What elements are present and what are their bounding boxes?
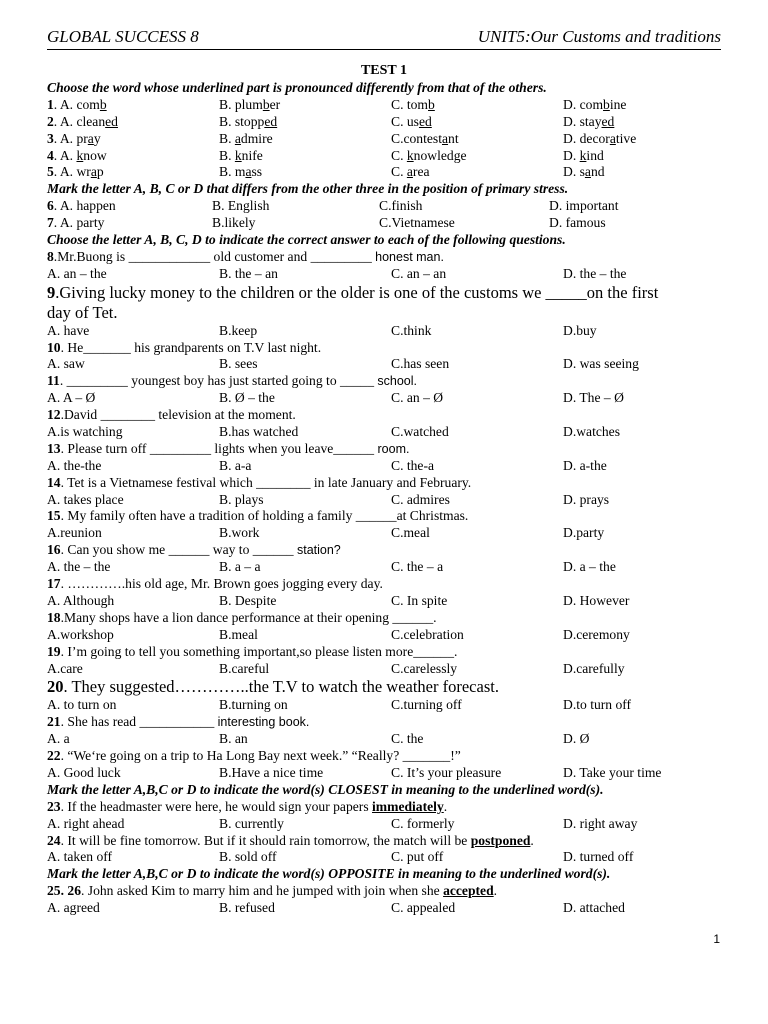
page-header	[47, 27, 721, 50]
option-c: C. tomb	[391, 96, 435, 112]
option-c: C. used	[391, 113, 432, 129]
section-stress-instruction: Mark the letter A, B, C or D that differs from the other three in the position of primary stress.	[47, 181, 569, 197]
question-3	[47, 131, 727, 148]
question-16-options: A. the – the B. a – a C. the – a D. a – the	[47, 559, 616, 575]
option-c: C. area	[391, 164, 430, 180]
question-25-options: A. agreed B. refused C. appealed D. attached	[47, 900, 625, 916]
question-2	[47, 114, 727, 131]
option-c: C. knowledge	[391, 147, 467, 163]
section-opposite-instruction: Mark the letter A,B,C or D to indicate the word(s) OPPOSITE in meaning to the underlined word(s).	[47, 866, 611, 882]
question-13-stem: 13. Please turn off _________ lights when you leave______ room.	[47, 440, 410, 456]
option-b: B. admire	[219, 130, 273, 146]
question-11-options: A. A – Ø B. Ø – the C. an – Ø D. The – Ø	[47, 390, 624, 406]
question-8-options: A. an – the B. the – an C. an – an D. the – the	[47, 265, 627, 281]
question-23-options: A. right ahead B. currently C. formerly D. right away	[47, 815, 638, 831]
option-a: 1. A. comb	[47, 96, 107, 112]
option-b: B. knife	[219, 147, 263, 163]
question-20-stem: 20. They suggested…………..the T.V to watch the weather forecast.	[47, 677, 499, 697]
question-23-stem: 23. If the headmaster were here, he would sign your papers immediately.	[47, 798, 448, 814]
option-a: 3. A. pray	[47, 130, 101, 146]
option-d: D. decorative	[563, 130, 637, 146]
option-d: D. combine	[563, 96, 627, 112]
option-d: D. stayed	[563, 113, 615, 129]
section-closest-instruction: Mark the letter A,B,C or D to indicate the word(s) CLOSEST in meaning to the underlined word(s).	[47, 781, 604, 797]
question-4	[47, 148, 727, 165]
question-9-options: A. have B.keep C.think D.buy	[47, 322, 597, 338]
question-14-options: A. takes place B. plays C. admires D. prays	[47, 491, 610, 507]
question-19-options: A.care B.careful C.carelessly D.carefully	[47, 660, 625, 676]
question-24-options: A. taken off B. sold off C. put off D. turned off	[47, 849, 634, 865]
option-b: B. stopped	[219, 113, 278, 129]
question-9-stem-cont: day of Tet.	[47, 302, 118, 322]
section-mcq-instruction: Choose the letter A, B, C, D to indicate the correct answer to each of the following questions.	[47, 232, 566, 248]
question-13-options: A. the-the B. a-a C. the-a D. a-the	[47, 457, 607, 473]
question-15-options: A.reunion B.work C.meal D.party	[47, 525, 605, 541]
question-25-stem: 25. 26. John asked Kim to marry him and he jumped with join when she accepted.	[47, 883, 498, 899]
page-number: 1	[713, 932, 720, 946]
option-a: 2. A. cleaned	[47, 113, 118, 129]
question-21-stem: 21. She has read ___________ interesting book.	[47, 714, 310, 730]
question-20-options: A. to turn on B.turning on C.turning off D.to turn off	[47, 697, 632, 713]
question-10-options: A. saw B. sees C.has seen D. was seeing	[47, 356, 639, 372]
header-book-title: GLOBAL SUCCESS 8	[47, 27, 199, 46]
option-c: C.contestant	[391, 130, 459, 146]
question-10-stem: 10. He_______ his grandparents on T.V last night.	[47, 339, 322, 355]
question-6: 6. A. happen B. English C.finish D. important	[47, 198, 619, 214]
question-22-stem: 22. “We‘re going on a trip to Ha Long Bay next week.” “Really? _______!”	[47, 748, 461, 764]
question-12-options: A.is watching B.has watched C.watched D.watches	[47, 424, 620, 440]
question-8-stem: 8.Mr.Buong is ____________ old customer and _________ honest man.	[47, 248, 444, 264]
section-pronunciation-instruction: Choose the word whose underlined part is pronounced differently from that of the others.	[47, 80, 547, 95]
option-d: D. kind	[563, 147, 604, 163]
header-unit-title: UNIT5:Our Customs and traditions	[477, 27, 721, 46]
test-title: TEST 1	[360, 63, 408, 78]
option-a: 5. A. wrap	[47, 164, 104, 180]
pronunciation-questions	[47, 97, 727, 181]
question-11-stem: 11. _________ youngest boy has just started going to _____ school.	[47, 373, 418, 389]
question-18-options: A.workshop B.meal C.celebration D.ceremony	[47, 626, 630, 642]
option-a: 4. A. know	[47, 147, 107, 163]
question-1	[47, 97, 727, 114]
option-b: B. mass	[219, 164, 263, 180]
question-19-stem: 19. I’m going to tell you something important,so please listen more______.	[47, 643, 458, 659]
option-b: B. plumber	[219, 96, 281, 112]
question-7: 7. A. party B.likely C.Vietnamese D. famous	[47, 215, 606, 231]
question-17-stem: 17. ………….his old age, Mr. Brown goes jogging every day.	[47, 576, 383, 592]
question-9-stem: 9.Giving lucky money to the children or the older is one of the customs we _____on the first	[47, 282, 659, 302]
question-5	[47, 164, 727, 181]
question-21-options: A. a B. an C. the D. Ø	[47, 731, 590, 747]
question-22-options: A. Good luck B.Have a nice time C. It’s your pleasure D. Take your time	[47, 764, 662, 780]
question-17-options: A. Although B. Despite C. In spite D. However	[47, 592, 630, 608]
question-18-stem: 18.Many shops have a lion dance performance at their opening ______.	[47, 609, 437, 625]
question-12-stem: 12.David ________ television at the moment.	[47, 407, 296, 423]
question-15-stem: 15. My family often have a tradition of holding a family ______at Christmas.	[47, 508, 469, 524]
question-16-stem: 16. Can you show me ______ way to ______ station?	[47, 542, 341, 558]
option-d: D. sand	[563, 164, 605, 180]
question-14-stem: 14. Tet is a Vietnamese festival which ________ in late January and February.	[47, 474, 472, 490]
test-content	[47, 80, 727, 917]
question-24-stem: 24. It will be fine tomorrow. But if it should rain tomorrow, the match will be postponed.	[47, 832, 534, 848]
